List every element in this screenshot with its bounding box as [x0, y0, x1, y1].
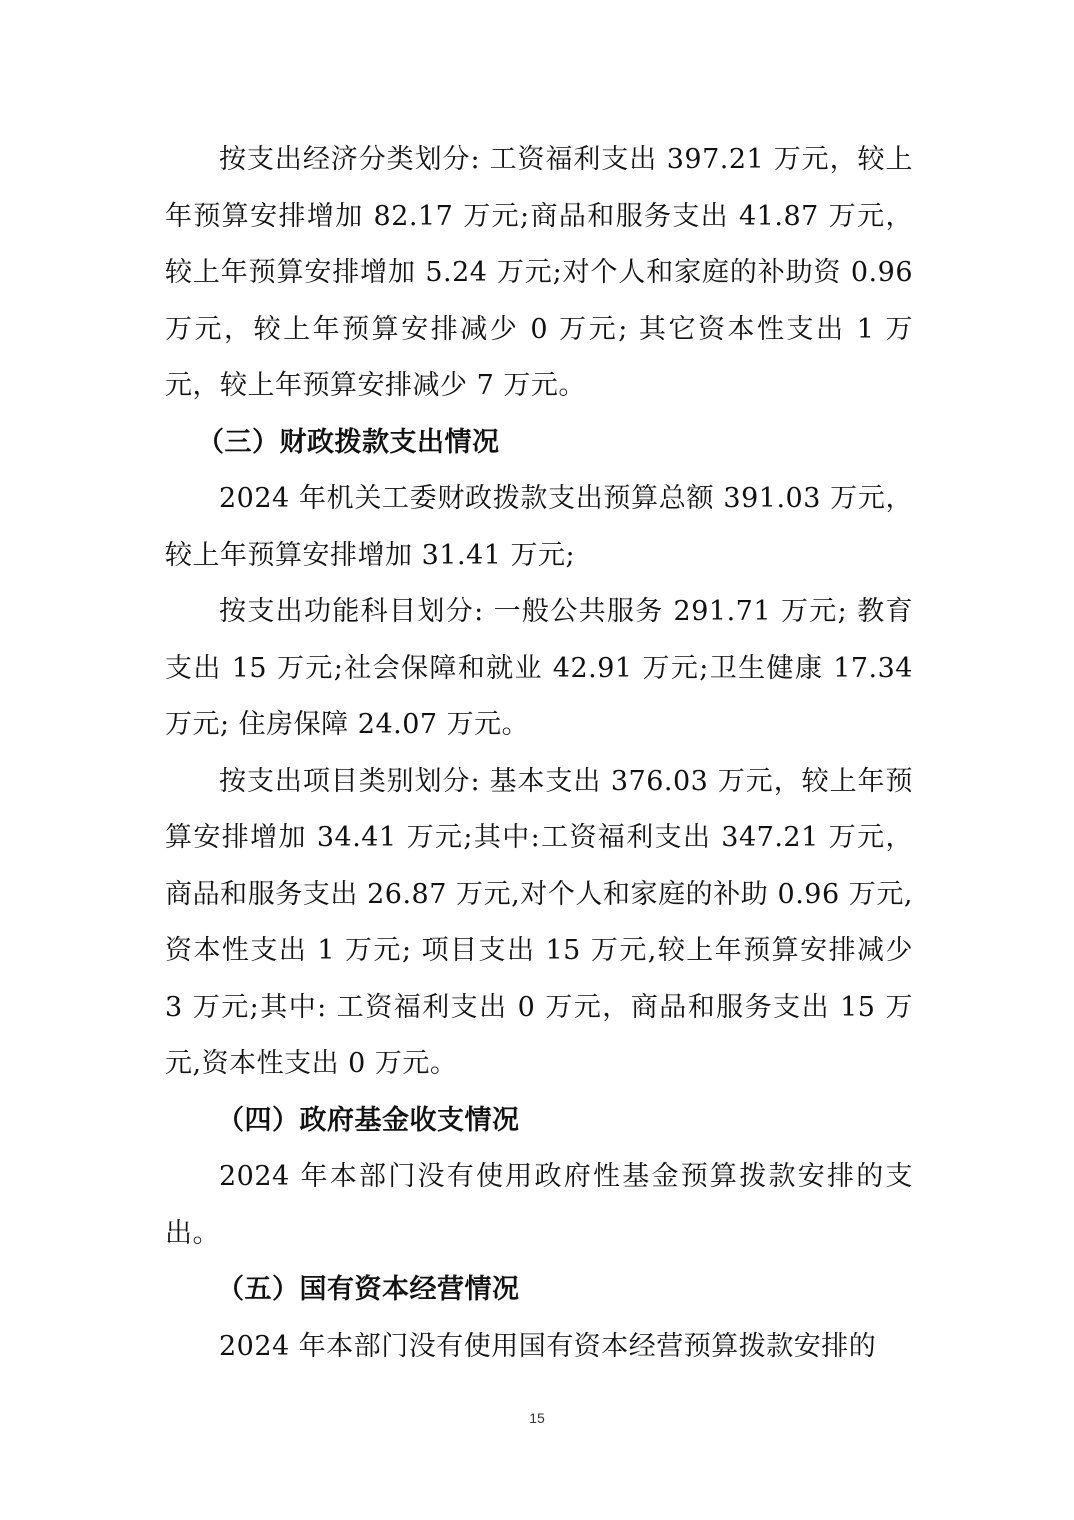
paragraph-state-capital: 2024 年本部门没有使用国有资本经营预算拨款安排的	[219, 1330, 877, 1362]
document-body	[165, 132, 913, 1375]
heading-gov-fund: （四）政府基金收支情况	[217, 1104, 520, 1136]
paragraph-project-classification: 按支出项目类别划分: 基本支出 376.03 万元，较上年预算安排增加 34.41 万元;其中:工资福利支出 347.21 万元，商品和服务支出 26.87 万元,对个人和家庭的补助 0.96 万元,资本性支出 1 万元; 项目支出 15 万元,较上年预算安排减少 3 万元;其中: 工资福利支出 0 万元，商品和服务支出 15 万元,资本性支出 0 万元。	[165, 765, 913, 1079]
heading-state-capital: （五）国有资本经营情况	[217, 1274, 520, 1305]
paragraph-gov-fund: 2024 年本部门没有使用政府性基金预算拨款安排的支出。	[165, 1161, 913, 1249]
paragraph-economic-classification: 按支出经济分类划分: 工资福利支出 397.21 万元，较上年预算安排增加 82.17 万元;商品和服务支出 41.87 万元，较上年预算安排增加 5.24 万元;对个人和家庭的补助资 0.96 万元，较上年预算安排减少 0 万元; 其它资本性支出 1 万元，较上年预算安排减少 7 万元。	[165, 144, 913, 401]
page-number: 15	[529, 1410, 545, 1426]
paragraph-fiscal-total: 2024 年机关工委财政拨款支出预算总额 391.03 万元，较上年预算安排增加 31.41 万元;	[165, 483, 913, 571]
paragraph-functional-classification: 按支出功能科目划分: 一般公共服务 291.71 万元; 教育支出 15 万元;社会保障和就业 42.91 万元;卫生健康 17.34 万元; 住房保障 24.07 万元。	[165, 596, 913, 740]
heading-fiscal-expenditure: （三）财政拨款支出情况	[197, 426, 500, 458]
